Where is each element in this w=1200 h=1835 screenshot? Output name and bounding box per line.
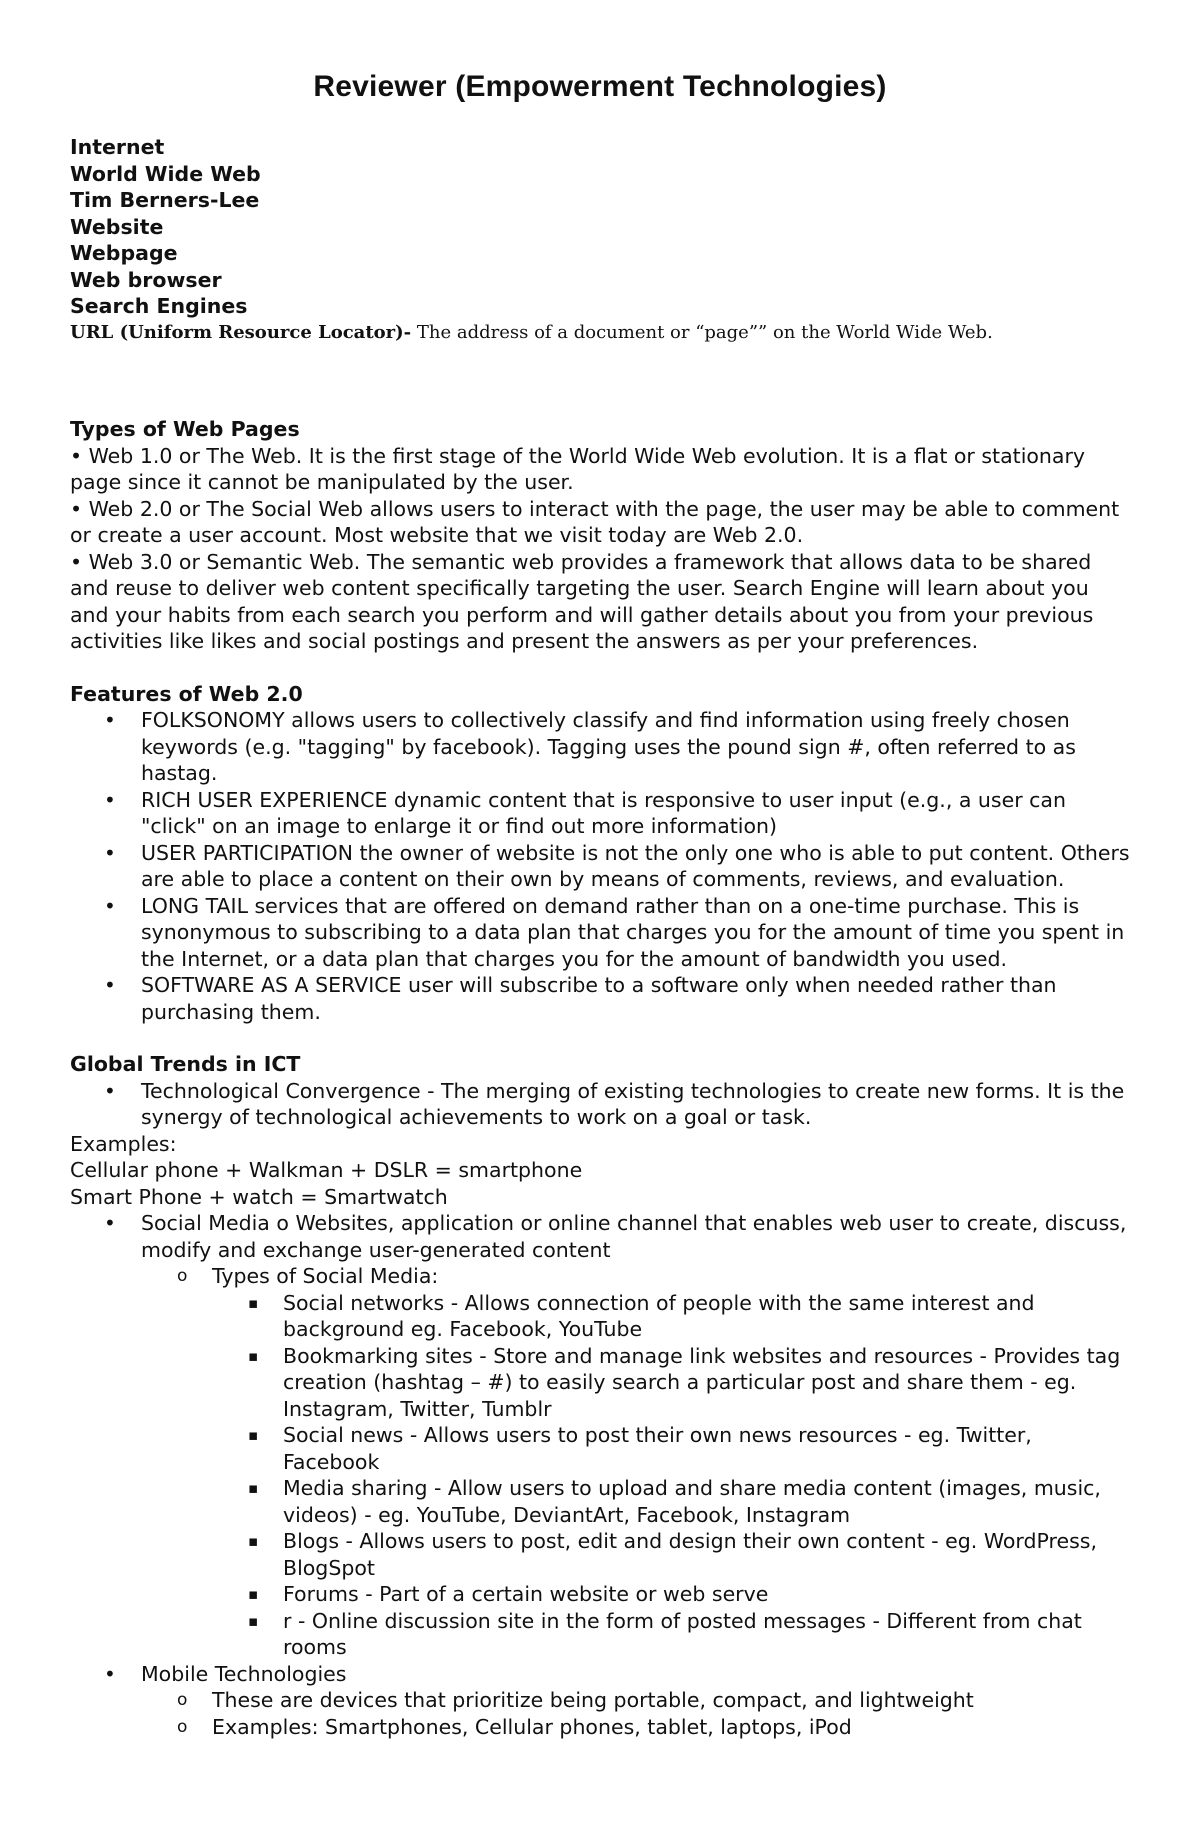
example-smartphone: Cellular phone + Walkman + DSLR = smartphone <box>70 1158 583 1182</box>
url-def: The address of a document or “page”” on the World Wide Web. <box>411 321 993 343</box>
mobile-item-examples: o Examples: Smartphones, Cellular phones, tablet, laptops, iPod <box>141 1714 1130 1741</box>
types-heading: Types of Web Pages <box>70 417 300 441</box>
social-type-media-sharing: ▪ Media sharing - Allow users to upload and share media content (images, music, videos) - eg. YouTube, DeviantArt, Facebook, Instagram <box>212 1475 1130 1528</box>
social-type-discussion: ▪ r - Online discussion site in the form of posted messages - Different from chat rooms <box>212 1608 1130 1661</box>
trends-section <box>70 1051 1130 1740</box>
term-webpage: Webpage <box>70 241 178 265</box>
social-types-item <box>141 1263 1130 1661</box>
mobile-text: Mobile Technologies <box>141 1661 347 1686</box>
mobile-item-definition: o These are devices that prioritize being portable, compact, and lightweight <box>141 1687 1130 1714</box>
feature-software-as-a-service: • SOFTWARE AS A SERVICE user will subscribe to a software only when needed rather than purchasing them. <box>70 972 1130 1025</box>
trend-social-media <box>70 1210 1130 1661</box>
examples-label: Examples: <box>70 1131 177 1156</box>
feature-user-participation: • USER PARTICIPATION the owner of website is not the only one who is able to put content. Others are able to place a content on their own by means of comments, reviews, and evaluation. <box>70 840 1130 893</box>
social-media-text: Social Media o Websites, application or online channel that enables web user to create, discuss, modify and exchange user-generated content <box>141 1211 1127 1262</box>
social-types-list <box>212 1290 1130 1661</box>
feature-rich-user-experience: • RICH USER EXPERIENCE dynamic content that is responsive to user input (e.g., a user can "click" on an image to enlarge it or find out more information) <box>70 787 1130 840</box>
term-search-engines: Search Engines <box>70 294 248 318</box>
feature-folksonomy: • FOLKSONOMY allows users to collectively classify and find information using freely chosen keywords (e.g. "tagging" by facebook). Tagging uses the pound sign #, often referred to as hastag. <box>70 707 1130 787</box>
term-www: World Wide Web <box>70 161 261 186</box>
web1-item: • Web 1.0 or The Web. It is the first stage of the World Wide Web evolution. It is a flat or stationary page since it cannot be manipulated by the user. <box>70 443 1086 494</box>
social-type-networks: ▪ Social networks - Allows connection of people with the same interest and background eg. Facebook, YouTube <box>212 1290 1130 1343</box>
features-list <box>70 707 1130 1025</box>
social-type-forums: ▪ Forums - Part of a certain website or web serve <box>212 1581 1130 1608</box>
trends-heading: Global Trends in ICT <box>70 1052 301 1076</box>
social-type-blogs: ▪ Blogs - Allows users to post, edit and design their own content - eg. WordPress, BlogSpot <box>212 1528 1130 1581</box>
trend-mobile <box>70 1661 1130 1741</box>
terms-list <box>70 134 1130 346</box>
convergence-list <box>70 1078 1130 1131</box>
document-page <box>70 70 1130 1740</box>
term-website: Website <box>70 214 164 239</box>
term-tim-berners-lee: Tim Berners-Lee <box>70 188 260 212</box>
mobile-sublist <box>141 1687 1130 1740</box>
feature-long-tail: • LONG TAIL services that are offered on demand rather than on a one-time purchase. This is synonymous to subscribing to a data plan that charges you for the amount of time you spent in the Internet, or a data plan that charges you for the amount of bandwidth you used. <box>70 893 1130 973</box>
web2-item: • Web 2.0 or The Social Web allows users to interact with the page, the user may be able to comment or create a user account. Most website that we visit today are Web 2.0. <box>70 496 1120 547</box>
url-term: URL (Uniform Resource Locator)- <box>70 321 412 343</box>
features-heading: Features of Web 2.0 <box>70 681 303 706</box>
social-media-sublist <box>141 1263 1130 1661</box>
features-section <box>70 681 1130 1026</box>
example-smartwatch: Smart Phone + watch = Smartwatch <box>70 1184 448 1209</box>
term-internet: Internet <box>70 135 165 159</box>
trend-convergence: • Technological Convergence - The merging of existing technologies to create new forms. It is the synergy of technological achievements to work on a goal or task. <box>70 1078 1130 1131</box>
social-type-news: ▪ Social news - Allows users to post their own news resources - eg. Twitter, Facebook <box>212 1422 1130 1475</box>
social-types-label: Types of Social Media: <box>212 1264 439 1288</box>
web3-item: • Web 3.0 or Semantic Web. The semantic web provides a framework that allows data to be shared and reuse to deliver web content specifically targeting the user. Search Engine will learn about you and your habits from each search you perform and will gather details about you from your previous activities like likes and social postings and present the answers as per your preferences. <box>70 549 1094 653</box>
url-definition <box>70 320 1130 347</box>
types-section <box>70 416 1130 655</box>
page-title: Reviewer (Empowerment Technologies) <box>313 70 887 103</box>
term-web-browser: Web browser <box>70 267 222 292</box>
trends-list <box>70 1210 1130 1740</box>
social-type-bookmarking: ▪ Bookmarking sites - Store and manage link websites and resources - Provides tag creation (hashtag – #) to easily search a particular post and share them - eg. Instagram, Twitter, Tumblr <box>212 1343 1130 1423</box>
